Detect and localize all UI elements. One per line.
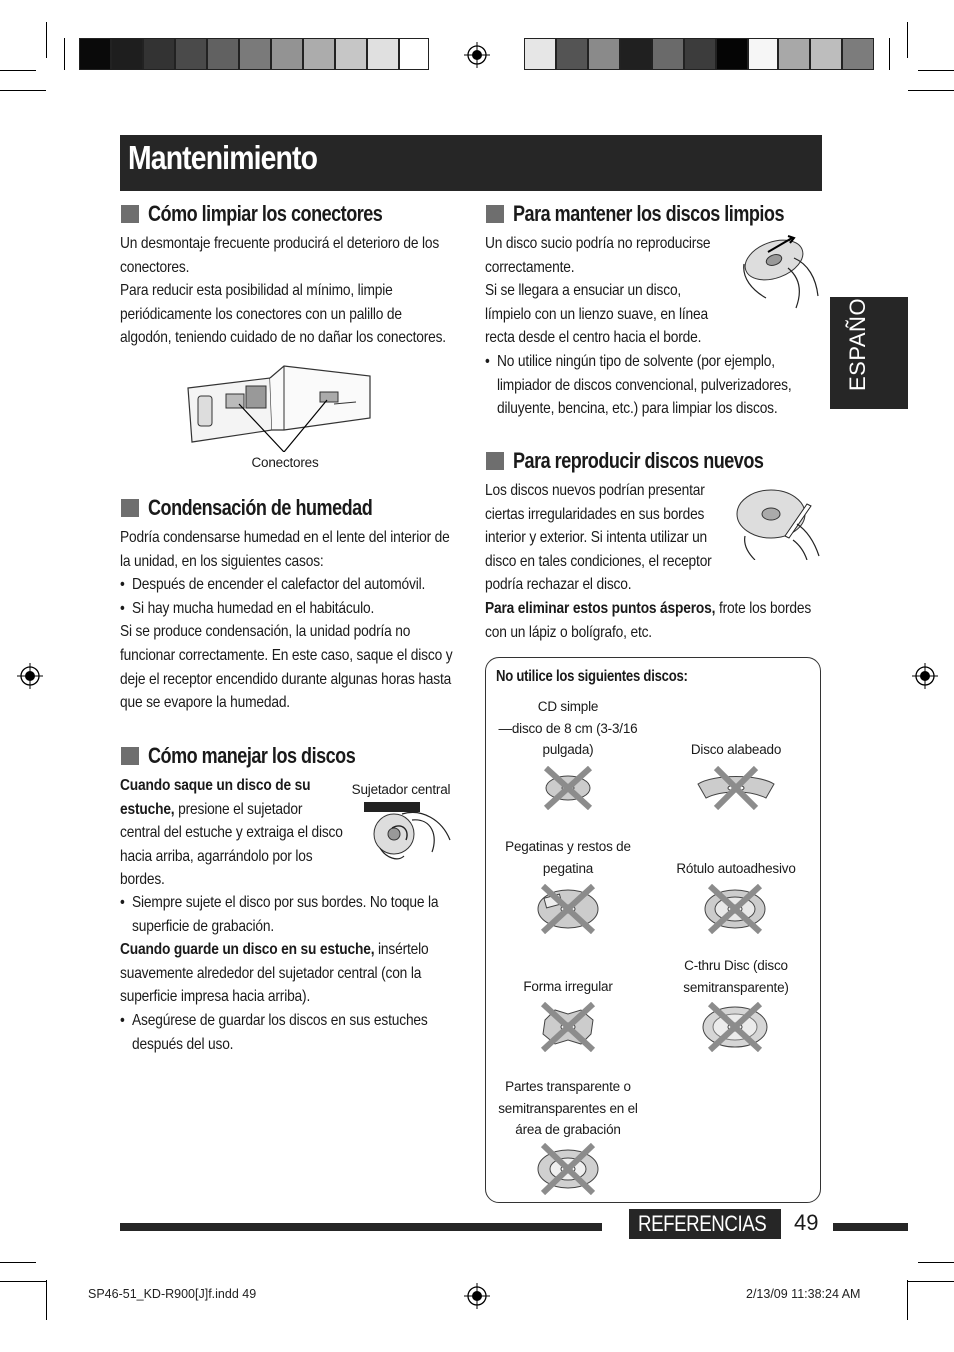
new-discs-text-2 bbox=[485, 597, 820, 644]
disc-label-stickers bbox=[493, 836, 643, 879]
do-not-use-heading: No utilice los siguientes discos: bbox=[496, 668, 688, 685]
registration-mark-icon bbox=[17, 663, 43, 689]
paragraph bbox=[120, 938, 457, 1009]
label-line: semitransparente) bbox=[683, 979, 789, 995]
disc-label-sticker-label bbox=[666, 858, 806, 880]
figure-label: Conectores bbox=[251, 455, 319, 470]
slug-filename: SP46-51_KD-R900[J]f.indd 49 bbox=[88, 1287, 257, 1301]
paragraph: Para reducir esta posibilidad al mínimo, limpie periódicamente los conectores con un palillo de algodón, teniendo cuidado de no dañar los conectores. bbox=[120, 282, 446, 347]
handling-text-2 bbox=[120, 891, 455, 1056]
label-line: Pegatinas y restos de bbox=[505, 839, 631, 854]
disc-label-cd-single bbox=[493, 696, 643, 761]
paragraph-text: presione el sujetador central del estuche y extraiga el disco hacia arriba, agarrándolo por los bordes. bbox=[120, 800, 343, 889]
bullet-item: • Si hay mucha humedad en el habitáculo. bbox=[120, 597, 459, 621]
footer-rule-left bbox=[120, 1223, 602, 1231]
bold-lead: Cuando guarde un disco en su estuche, bbox=[120, 941, 375, 959]
disc-label-transparent bbox=[493, 1076, 643, 1141]
disc-cthru-crossed-icon bbox=[700, 1002, 770, 1052]
label-line: pegatina bbox=[542, 860, 594, 876]
handling-text-1 bbox=[120, 774, 350, 892]
clean-text-2 bbox=[485, 350, 820, 421]
heading-text: Condensación de humedad bbox=[148, 495, 373, 520]
disc-wiping-illustration bbox=[738, 234, 824, 312]
clean-text-1 bbox=[485, 232, 735, 350]
disc-cd-single-crossed-icon bbox=[538, 766, 598, 810]
paragraph: Si se llegara a ensuciar un disco, límpielo con un lienzo suave, en línea recta desde el centro hacia el borde. bbox=[485, 282, 708, 347]
heading-text: Para reproducir discos nuevos bbox=[513, 448, 764, 473]
square-bullet-icon bbox=[121, 205, 139, 223]
paragraph: Los discos nuevos podrían presentar ciertas irregularidades en sus bordes interior y exterior. Si intenta utilizar un disco en tales condiciones, el receptor podría rechazar el disco. bbox=[485, 482, 712, 594]
page-title: Mantenimiento bbox=[128, 139, 318, 176]
connectors-text bbox=[120, 232, 455, 350]
label-line: C-thru Disc (disco bbox=[684, 958, 788, 973]
disc-label-irregular bbox=[493, 976, 643, 998]
bullet-item: • No utilice ningún tipo de solvente (por ejemplo, limpiador de discos convencional, pulverizadores, diluyente, bencina, etc.) para limpiar los discos. bbox=[485, 350, 824, 421]
heading-text: Cómo limpiar los conectores bbox=[148, 201, 383, 226]
paragraph: Si se produce condensación, la unidad podría no funcionar correctamente. En este caso, saque el disco y deje el receptor encendido durante algunas horas hasta que se evapore la humedad. bbox=[120, 623, 453, 712]
disc-sticker-label-crossed-icon bbox=[700, 884, 770, 934]
bold-lead: Cuando saque un disco de su estuche, bbox=[120, 777, 311, 818]
disc-case-hand-illustration bbox=[352, 800, 452, 864]
paragraph-text: frote los bordes con un lápiz o bolígrafo, etc. bbox=[485, 600, 812, 641]
label-line: CD simple bbox=[537, 699, 599, 714]
label-line: semitransparentes en el bbox=[498, 1100, 638, 1116]
disc-label-warped bbox=[666, 739, 806, 761]
registration-mark-icon bbox=[464, 42, 490, 68]
heading-text: Para mantener los discos limpios bbox=[513, 201, 784, 226]
bullet-item: • Asegúrese de guardar los discos en sus estuches después del uso. bbox=[120, 1009, 459, 1056]
label-line: Partes transparente o bbox=[505, 1079, 631, 1094]
section-label: REFERENCIAS bbox=[638, 1211, 767, 1236]
title-bar bbox=[120, 135, 822, 191]
section-heading-connectors bbox=[121, 201, 434, 227]
disc-transparent-crossed-icon bbox=[535, 1143, 601, 1195]
label-line: Disco alabeado bbox=[690, 742, 782, 757]
disc-edge-pencil-illustration bbox=[735, 484, 825, 560]
label-line: área de grabación bbox=[515, 1122, 621, 1137]
heading-text: Cómo manejar los discos bbox=[148, 743, 356, 768]
slug-date: 2/13/09 11:38:24 AM bbox=[746, 1287, 861, 1301]
section-heading-new-discs bbox=[486, 448, 818, 474]
bullet-item: • Siempre sujete el disco por sus bordes. No toque la superficie de grabación. bbox=[120, 891, 459, 938]
footer-rule-right bbox=[833, 1223, 908, 1231]
language-tab bbox=[830, 285, 908, 409]
language-label: ESPAÑOL bbox=[845, 285, 870, 391]
paragraph bbox=[120, 774, 345, 892]
label-line: Rótulo autoadhesivo bbox=[676, 861, 796, 876]
square-bullet-icon bbox=[486, 452, 504, 470]
square-bullet-icon bbox=[121, 747, 139, 765]
section-heading-handling bbox=[121, 743, 401, 769]
disc-irregular-crossed-icon bbox=[535, 1002, 601, 1052]
section-heading-humidity bbox=[121, 495, 421, 521]
section-heading-clean-discs bbox=[486, 201, 843, 227]
paragraph: Un desmontaje frecuente producirá el deterioro de los conectores. bbox=[120, 235, 440, 276]
paragraph-text: insértelo suavemente alrededor del sujetador central (con la superficie impresa hacia arriba). bbox=[120, 941, 429, 1006]
page-number: 49 bbox=[794, 1210, 819, 1235]
paragraph bbox=[485, 597, 816, 644]
label-line: —disco de 8 cm (3-3/16 bbox=[498, 720, 638, 736]
square-bullet-icon bbox=[486, 205, 504, 223]
figure-label: Sujetador central bbox=[351, 782, 451, 797]
bold-lead: Para eliminar estos puntos ásperos, bbox=[485, 600, 716, 617]
paragraph: Podría condensarse humedad en el lente del interior de la unidad, en los siguientes casos: bbox=[120, 529, 450, 570]
connector-faceplate-illustration bbox=[184, 360, 376, 452]
paragraph: Un disco sucio podría no reproducirse correctamente. bbox=[485, 235, 711, 276]
registration-mark-icon bbox=[912, 663, 938, 689]
section-label-box bbox=[629, 1209, 781, 1239]
new-discs-text bbox=[485, 479, 735, 597]
disc-label-cthru bbox=[666, 955, 806, 998]
disc-warped-crossed-icon bbox=[694, 766, 778, 810]
registration-mark-icon bbox=[464, 1283, 490, 1309]
bullet-item: • Después de encender el calefactor del automóvil. bbox=[120, 573, 459, 597]
label-line: pulgada) bbox=[542, 742, 594, 757]
humidity-text bbox=[120, 526, 455, 715]
label-line: Forma irregular bbox=[523, 979, 613, 994]
square-bullet-icon bbox=[121, 499, 139, 517]
disc-stickers-crossed-icon bbox=[535, 884, 601, 934]
